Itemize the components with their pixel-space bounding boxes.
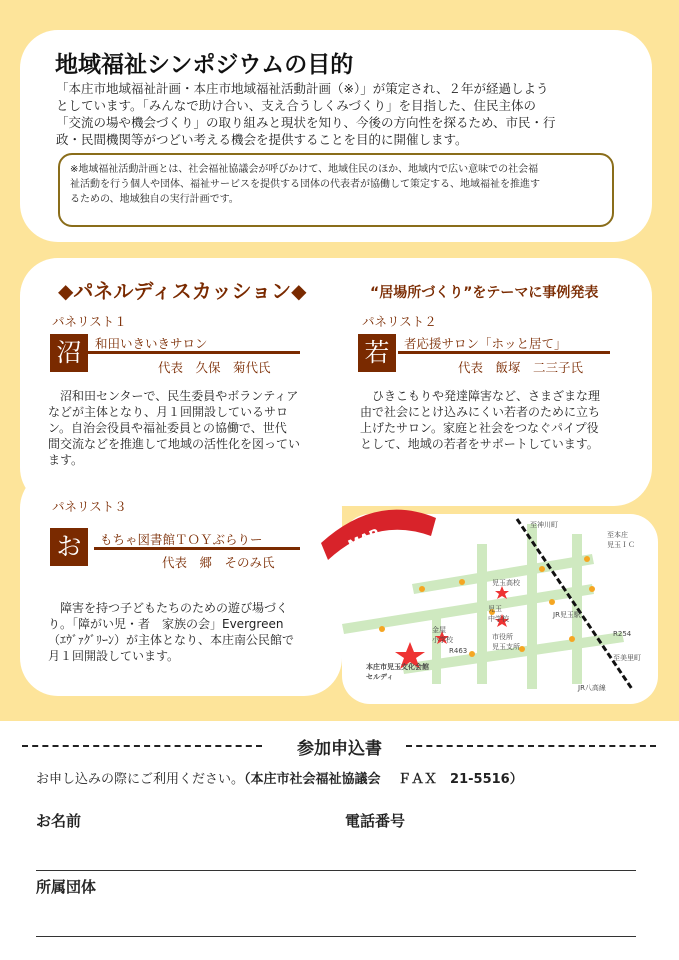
- desc-line: ン。自治会役員や福祉委員との協働で、世代: [48, 421, 287, 435]
- map-label-hachioji: JR八高線: [578, 684, 606, 692]
- panelist2-underline: [398, 351, 610, 354]
- desc-line: ひきこもりや発達障害など、さまざまな理: [360, 389, 601, 403]
- application-note: [36, 768, 523, 787]
- paragraph-line: 「本庄市地域福祉計画・本庄市地域福祉活動計画（※）」が策定され、２年が経過しよう: [56, 81, 549, 96]
- map-label-ic: 至本庄 児玉ＩＣ: [607, 531, 635, 549]
- panelist3-initial: お: [50, 528, 88, 566]
- map-label-r463: R463: [449, 647, 468, 655]
- desc-line: 上げたサロン。家庭と社会をつなぐパイプ役: [360, 421, 599, 435]
- map-label-r254: R254: [613, 630, 632, 638]
- paragraph-line: 政・民間機関等がつどい考える機会を提供することを目的に開催します。: [56, 132, 468, 147]
- panelist1-desc: [48, 388, 318, 468]
- footnote-box: [58, 153, 614, 227]
- desc-line: 由で社会にとけ込みにくい若者のために立ち: [360, 405, 601, 419]
- note-line: 祉活動を行う個人や団体、福祉サービスを提供する団体の代表者が協働して策定する、地域福祉を推進す: [70, 179, 540, 190]
- fax-info: （本庄市社会福祉協議会 ＦＡＸ 21-5516）: [244, 772, 523, 787]
- panelist3-rep: 代表 郷 そのみ氏: [162, 555, 275, 570]
- panelist3-label: パネリスト３: [52, 499, 127, 514]
- desc-line: 間交流などを推進して地域の活性化を図ってい: [48, 437, 301, 451]
- purpose-paragraph: [56, 80, 621, 148]
- map-label-misato: 至美里町: [613, 654, 641, 662]
- desc-line: として、地域の若者をサポートしています。: [360, 437, 599, 451]
- ribbon-text: MAP: [346, 526, 382, 554]
- panel-title: ◆パネルディスカッション◆: [58, 279, 307, 303]
- desc-line: り。「障がい児・者 家族の会」Evergreen: [48, 617, 284, 631]
- desc-line: （ｴｳﾞｧｸﾞﾘｰﾝ）が主体となり、本庄南公民館で: [48, 633, 295, 647]
- panelist2-name: 者応援サロン「ホッと居て」: [404, 336, 567, 351]
- map-label-kodama-hs: 児玉高校: [492, 579, 520, 587]
- panelist2-initial: 若: [358, 334, 396, 372]
- panelist2-label: パネリスト２: [362, 314, 437, 329]
- panelist2-rep: 代表 飯塚 二三子氏: [458, 360, 584, 375]
- name-phone-line[interactable]: [36, 870, 636, 871]
- desc-line: 障害を持つ子どもたちのための遊び場づく: [48, 601, 289, 615]
- panel-theme: “居場所づくり”をテーマに事例発表: [370, 285, 599, 301]
- panelist1-rep: 代表 久保 菊代氏: [158, 360, 271, 375]
- map-label-kanaya: 金屋 小学校: [432, 626, 453, 644]
- desc-line: などが主体となり、月１回開設しているサロ: [48, 405, 289, 419]
- note-line: るための、地域独自の実行計画です。: [70, 194, 239, 205]
- panelist3-name: もちゃ図書館ＴＯＹぶらりー: [100, 532, 263, 547]
- panelist3-desc: [48, 600, 320, 664]
- panelist1-initial: 沼: [50, 334, 88, 372]
- desc-line: 月１回開設しています。: [48, 649, 180, 663]
- map-label-branch: 市役所 児玉支所: [492, 633, 520, 651]
- panelist1-label: パネリスト１: [52, 314, 127, 329]
- group-line[interactable]: [36, 936, 636, 937]
- application-title: 参加申込書: [297, 739, 382, 759]
- map-label-kamisato: 至神川町: [530, 521, 558, 529]
- desc-line: 沼和田センターで、民生委員やボランティア: [48, 389, 299, 403]
- note-text: お申し込みの際にご利用ください。: [36, 772, 245, 787]
- note-line: ※地域福祉活動計画とは、社会福祉協議会が呼びかけて、地域住民のほか、地域内で広い意味での社会福: [70, 164, 539, 175]
- desc-line: ます。: [48, 453, 84, 467]
- panelist1-underline: [88, 351, 300, 354]
- map-ribbon: [316, 498, 441, 568]
- name-label: お名前: [36, 812, 82, 830]
- panelist3-underline: [94, 547, 300, 550]
- phone-label: 電話番号: [345, 812, 406, 830]
- paragraph-line: としています。「みんなで助け合い、支え合うしくみづくり」を目指した、住民主体の: [56, 98, 537, 113]
- group-label: 所属団体: [36, 878, 97, 896]
- panelist1-name: 和田いきいきサロン: [95, 336, 208, 351]
- purpose-title: 地域福祉シンポジウムの目的: [55, 52, 354, 78]
- map-label-kodama-jhs: 児玉 中学校: [488, 605, 509, 623]
- paragraph-line: 「交流の場や機会づくり」の取り組みと現状を知り、今後の方向性を探るため、市民・行: [56, 115, 556, 130]
- map-label-venue: 本庄市児玉文化会館 セルディ: [366, 663, 429, 681]
- panelist2-desc: [360, 388, 622, 452]
- map-label-station: JR児玉駅: [553, 611, 581, 619]
